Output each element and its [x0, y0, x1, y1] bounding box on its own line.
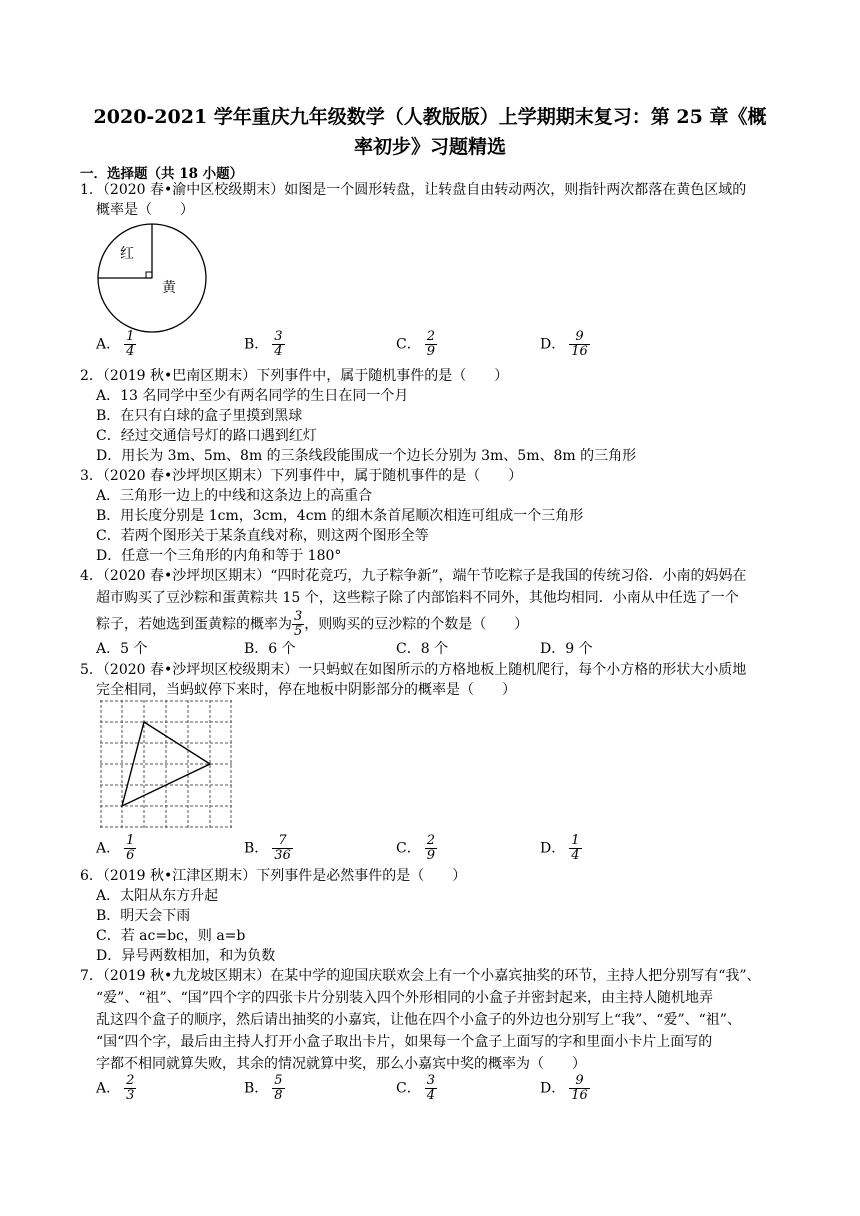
- q2-option-a: A．13 名同学中至少有两名同学的生日在同一个月: [96, 388, 409, 404]
- q7-line-4: “国“四个字，最后由主持人打开小盒子取出卡片，如果每一个盒子上面写的字和里面小卡片上面写的: [96, 1034, 713, 1050]
- q7-line-3: 乱这四个盒子的顺序，然后请出抽奖的小嘉宾，让他在四个小盒子的外边也分别写上“我”、“爱”、“祖”、: [96, 1012, 741, 1028]
- q5-option-c: C． $\frac{2}{9}$: [396, 833, 435, 863]
- q1-option-a: A． $\frac{1}{4}$: [96, 329, 135, 359]
- q4-option-b: B．6 个: [244, 641, 296, 657]
- q6-option-d: D．异号两数相加，和为负数: [96, 948, 276, 964]
- q3-line-1: 3．（2020 春•沙坪坝区期末）下列事件中，属于随机事件的是（ ）: [80, 468, 523, 484]
- q7-option-d: D． $\frac{9}{16}$: [540, 1073, 588, 1103]
- spinner-figure: [96, 222, 208, 334]
- title-line-2: 率初步》习题精选: [353, 136, 506, 158]
- q7-line-2: “爱”、“祖”、“国”四个字的四张卡片分别装入四个外形相同的小盒子并密封起来，由主持人随机地弄: [96, 990, 713, 1006]
- q5-line-2: 完全相同，当蚂蚁停下来时，停在地板中阴影部分的概率是（ ）: [96, 682, 516, 698]
- label-yellow: 黄: [162, 280, 176, 296]
- q4-line-3: 粽子，若她选到蛋黄粽的概率为 $\frac{3}{5}$ ，则购买的豆沙粽的个数是（ ）: [96, 609, 529, 639]
- q3-option-b: B．用长度分别是 1cm，3cm，4cm 的细木条首尾顺次相连可组成一个三角形: [96, 508, 584, 524]
- q3-option-a: A．三角形一边上的中线和这条边上的高重合: [96, 488, 373, 504]
- right-angle-mark: [146, 272, 152, 278]
- q1-option-d: D． $\frac{9}{16}$: [540, 329, 588, 359]
- label-red: 红: [120, 246, 134, 262]
- q5-option-d: D． $\frac{1}{4}$: [540, 833, 580, 863]
- q6-line-1: 6．（2019 秋•江津区期末）下列事件是必然事件的是（ ）: [80, 868, 467, 884]
- q5-option-a: A． $\frac{1}{6}$: [96, 833, 135, 863]
- q3-option-c: C．若两个图形关于某条直线对称，则这两个图形全等: [96, 528, 429, 544]
- q7-option-b: B． $\frac{5}{8}$: [244, 1073, 283, 1103]
- q2-line-1: 2．（2019 秋•巴南区期末）下列事件中，属于随机事件的是（ ）: [80, 368, 509, 384]
- q7-option-a: A． $\frac{2}{3}$: [96, 1073, 135, 1103]
- q7-line-1: 7．（2019 秋•九龙坡区期末）在某中学的迎国庆联欢会上有一个小嘉宾抽奖的环节，主持人把分别写有“我”、: [80, 968, 761, 984]
- q6-option-b: B．明天会下雨: [96, 908, 191, 924]
- q1-option-b: B． $\frac{3}{4}$: [244, 329, 283, 359]
- q5-option-b: B． $\frac{7}{36}$: [244, 833, 291, 863]
- q4-option-a: A．5 个: [96, 641, 148, 657]
- q1-line-2: 概率是（ ）: [96, 202, 194, 218]
- q2-option-d: D．用长为 3m、5m、8m 的三条线段能围成一个边长分别为 3m、5m、8m 的三角形: [96, 448, 637, 464]
- grid-triangle-figure: [100, 700, 234, 830]
- title-line-1: 2020-2021 学年重庆九年级数学（人教版版）上学期期末复习：第 25 章《概: [93, 106, 767, 128]
- q4-option-c: C．8 个: [396, 641, 449, 657]
- q1-option-c: C． $\frac{2}{9}$: [396, 329, 435, 359]
- q7-option-c: C． $\frac{3}{4}$: [396, 1073, 435, 1103]
- q1-line-1: 1．（2020 春•渝中区校级期末）如图是一个圆形转盘，让转盘自由转动两次，则指针两次都落在黄色区域的: [80, 182, 747, 198]
- q2-option-b: B．在只有白球的盒子里摸到黑球: [96, 408, 303, 424]
- q2-option-c: C．经过交通信号灯的路口遇到红灯: [96, 428, 317, 444]
- q6-option-c: C．若 ac=bc，则 a=b: [96, 928, 246, 944]
- q7-line-5: 字都不相同就算失败，其余的情况就算中奖，那么小嘉宾中奖的概率为（ ）: [96, 1056, 586, 1072]
- q6-option-a: A．太阳从东方升起: [96, 888, 219, 904]
- q4-option-d: D．9 个: [540, 641, 593, 657]
- q5-line-1: 5．（2020 春•沙坪坝区校级期末）一只蚂蚁在如图所示的方格地板上随机爬行，每个小方格的形状大小质地: [80, 662, 747, 678]
- q3-option-d: D．任意一个三角形的内角和等于 180°: [96, 548, 342, 564]
- dashed-grid: [100, 700, 232, 828]
- q4-line-2: 超市购买了豆沙粽和蛋黄粽共 15 个，这些粽子除了内部馅料不同外，其他均相同．小南从中任选了一个: [96, 590, 739, 606]
- q4-line-1: 4．（2020 春•沙坪坝区期末）“四时花竞巧，九子粽争新”，端午节吃粽子是我国的传统习俗．小南的妈妈在: [80, 568, 747, 584]
- document-title: [60, 102, 800, 162]
- section-heading: 一．选择题（共 18 小题）: [80, 166, 244, 182]
